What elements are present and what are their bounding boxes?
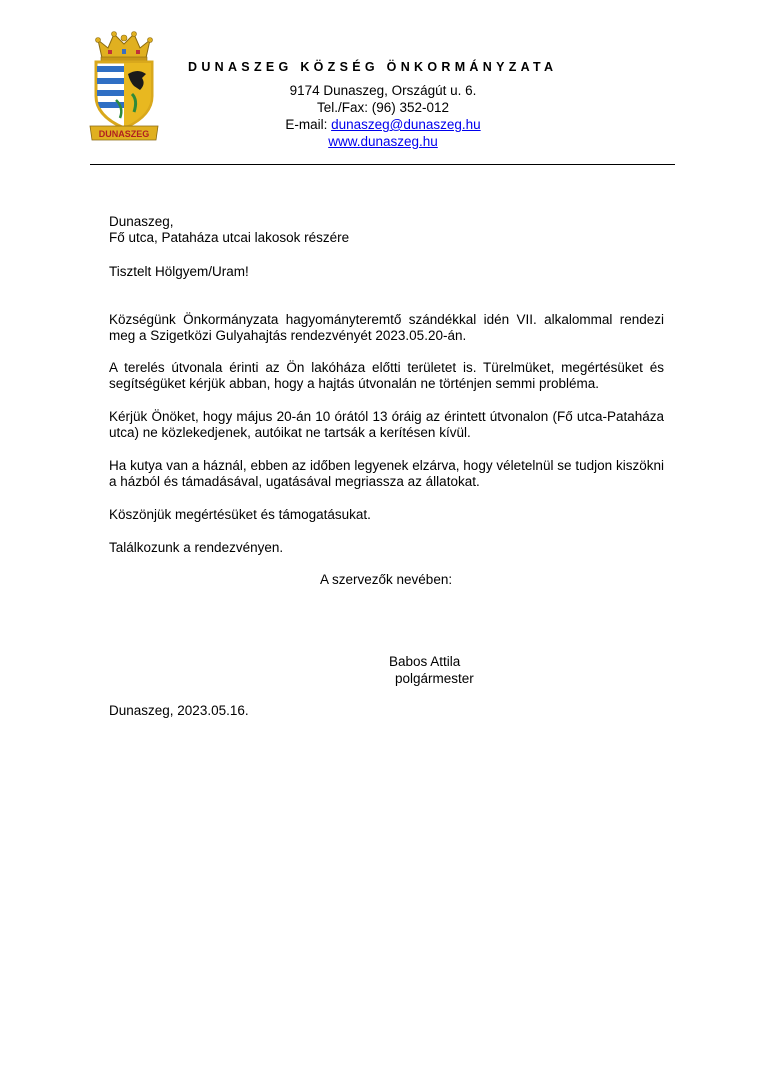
paragraph-5: Köszönjük megértésüket és támogatásukat. [109,507,371,522]
email-label: E-mail: [285,117,332,132]
recipient-line-1: Dunaszeg, [109,214,174,229]
email-link[interactable]: dunaszeg@dunaszeg.hu [331,117,481,132]
paragraph-6: Találkozunk a rendezvényen. [109,540,284,555]
recipient-line-2: Fő utca, Pataháza utcai lakosok részére [109,230,350,246]
header-divider [90,164,675,165]
address-line: 9174 Dunaszeg, Országút u. 6. [289,83,477,98]
signature-name: Babos Attila [389,654,461,669]
municipal-crest-icon [88,28,160,143]
email-line [248,116,518,133]
on-behalf-line: A szervezők nevében: [320,572,453,587]
phone-line: Tel./Fax: (96) 352-012 [316,100,450,115]
svg-text:DUNASZEG: DUNASZEG [98,129,150,139]
organization-name: DUNASZEG KÖZSÉG ÖNKORMÁNYZATA [188,60,558,74]
salutation: Tisztelt Hölgyem/Uram! [109,264,249,279]
recipient-block [109,214,664,247]
signature-title: polgármester [395,671,474,686]
contact-block [248,82,518,150]
paragraph-2: A terelés útvonala érinti az Ön lakóháza előtti területet is. Türelmüket, megértésüket és segítségüket kérjük abban, hogy a hajtás útvonalán ne történjen semmi probléma. [109,360,664,392]
paragraph-3: Kérjük Önöket, hogy május 20-án 10 órától 13 óráig az érintett útvonalon (Fő utca-Pataháza utca) ne közlekedjenek, autóikat ne tartsák a kerítésen kívül. [109,409,664,441]
paragraph-1: Községünk Önkormányzata hagyományteremtő szándékkal idén VII. alkalommal rendezi meg a Szigetközi Gulyahajtás rendezvényét 2023.05.20-án. [109,312,664,344]
paragraph-4: Ha kutya van a háznál, ebben az időben legyenek elzárva, hogy véletelnül se tudjon kiszökni a házból és támadásával, ugatásával megriassza az állatokat. [109,458,664,490]
date-line: Dunaszeg, 2023.05.16. [109,703,249,718]
website-link[interactable]: www.dunaszeg.hu [328,134,438,149]
